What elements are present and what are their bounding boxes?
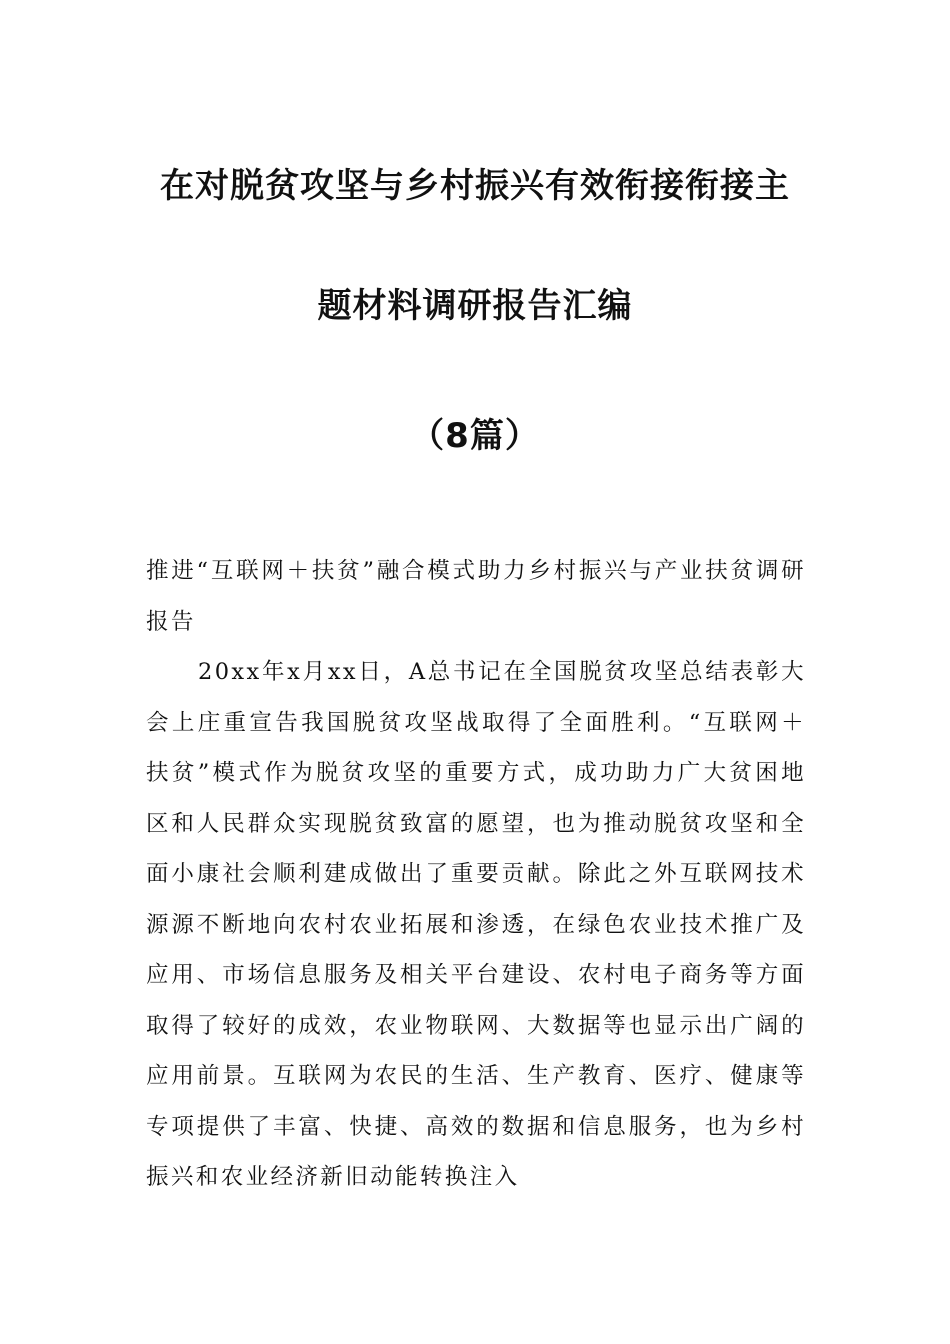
document-title-count: （8篇） bbox=[410, 416, 540, 456]
document-title-line-1: 在对脱贫攻坚与乡村振兴有效衔接衔接主 bbox=[160, 166, 790, 206]
body-paragraph: 20xx年x月xx日，A总书记在全国脱贫攻坚总结表彰大会上庄重宣告我国脱贫攻坚战取得了全面胜利。“互联网＋扶贫”模式作为脱贫攻坚的重要方式，成功助力广大贫困地区和人民群众实现脱贫致富的愿望，也为推动脱贫攻坚和全面小康社会顺利建成做出了重要贡献。除此之外互联网技术源源不断地向农村农业拓展和渗透，在绿色农业技术推广及应用、市场信息服务及相关平台建设、农村电子商务等方面取得了较好的成效，农业物联网、大数据等也显示出广阔的应用前景。互联网为农民的生活、生产教育、医疗、健康等专项提供了丰富、快捷、高效的数据和信息服务，也为乡村振兴和农业经济新旧动能转换注入 bbox=[146, 659, 806, 1190]
document-body bbox=[146, 546, 806, 1203]
section-heading: 推进“互联网＋扶贫”融合模式助力乡村振兴与产业扶贫调研报告 bbox=[146, 558, 806, 635]
document-title-line-2: 题材料调研报告汇编 bbox=[317, 286, 633, 326]
